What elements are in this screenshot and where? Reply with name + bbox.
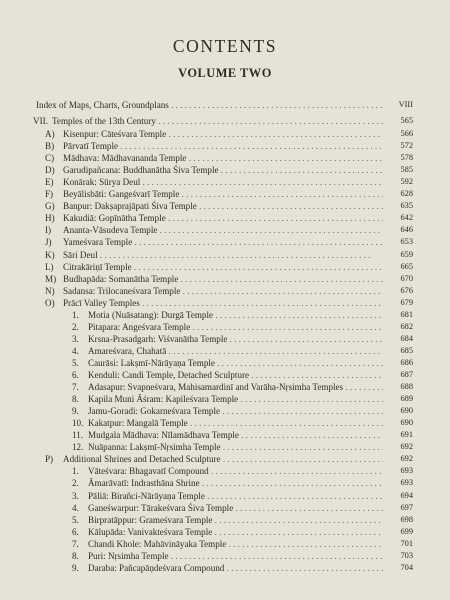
- toc-entry-number: B): [45, 141, 55, 152]
- toc-entry-section: [45, 261, 383, 273]
- toc-entry-title: Nuāpanna: Lakṣmī-Nṛsimha Temple . . .: [88, 441, 383, 453]
- toc-entry-page-number: 701: [400, 538, 413, 548]
- toc-entry-number: 4.: [72, 502, 79, 513]
- toc-entry-number: 7.: [72, 382, 79, 393]
- toc-entry-page-number: 693: [400, 466, 413, 476]
- toc-entry-title: Prācī Valley Temples . . .: [63, 297, 383, 309]
- toc-entry-page-number: 690: [400, 418, 413, 428]
- toc-entry-number: I): [45, 225, 52, 236]
- toc-entry-title: Kakatpur: Mangalā Temple . . .: [88, 417, 383, 429]
- toc-entry-item: [72, 333, 383, 345]
- toc-entry-title: Mudgala Mādhava: Nīlamādhava Temple . . .: [88, 429, 383, 441]
- toc-entry-page-number: 690: [400, 406, 413, 416]
- toc-entry-section: [45, 453, 383, 465]
- toc-entry-page-number: 635: [400, 201, 413, 211]
- toc-entry-title: Konārak: Sūrya Deul . . .: [63, 176, 383, 188]
- toc-entry-page-number: 642: [400, 213, 413, 223]
- toc-entry-number: G): [45, 201, 55, 212]
- toc-entry-item: [72, 514, 383, 526]
- toc-entry-title: Vāteśvara: Bhagavatī Compound . . .: [88, 465, 383, 477]
- toc-entry-title: Mādhava: Mādhavananda Temple . . .: [63, 152, 383, 164]
- toc-entry-title: Amareśvara, Chahatā . . .: [88, 345, 383, 357]
- toc-entry-page-number: 566: [400, 129, 413, 138]
- toc-entry-title: Garudipañcana: Buddhanātha Śiva Temple . . .: [63, 164, 383, 176]
- toc-entry-title: Kakudiā: Gopīnātha Temple . . .: [63, 212, 383, 224]
- toc-entry-number: O): [45, 297, 55, 308]
- toc-entry-title: Daraba: Pañcapāṇdeśvara Compound . . .: [88, 562, 383, 574]
- toc-entry-item: [72, 381, 383, 393]
- toc-entry-title: Birpratāppur: Grameśvara Temple . . .: [88, 514, 383, 526]
- toc-entry-page-number: 653: [400, 237, 413, 247]
- toc-entry-title: Budhapāda: Somanātha Temple . . .: [63, 273, 383, 285]
- toc-entry-number: 4.: [72, 345, 79, 356]
- toc-entry-number: 3.: [72, 490, 79, 501]
- toc-entry-page-number: 679: [400, 297, 413, 307]
- toc-entry-number: 8.: [72, 550, 79, 561]
- toc-entry-item: [72, 502, 383, 514]
- toc-entry-title: Adasapur: Svapneśvara, Mahisamardinī and Varāha-Nṛsimha Temples . . .: [88, 381, 383, 393]
- toc-entry-section: [45, 152, 383, 164]
- toc-entry-item: [72, 526, 383, 538]
- toc-entry-title: Kisenpur: Cāteśvara Temple . . .: [63, 128, 383, 140]
- toc-entry-section: [45, 176, 383, 188]
- toc-entry-page-number: 697: [400, 502, 413, 512]
- toc-entry-title: Ganeśwarpur: Tārakeśvara Śiva Temple . . .: [88, 502, 383, 514]
- toc-entry-page-number: 565: [400, 116, 413, 125]
- toc-entry-page-number: 687: [400, 370, 413, 379]
- toc-entry-item: [72, 477, 383, 489]
- toc-entry-title: Puri: Nṛsimha Temple . . .: [88, 550, 383, 562]
- toc-entry-page-number: 592: [400, 177, 413, 187]
- toc-entry-page-number: 628: [400, 189, 413, 199]
- toc-entry-item: [72, 309, 383, 321]
- toc-entry-number: 12.: [72, 442, 84, 453]
- toc-entry-title: Kālupāda: Vanivakteśvara Temple . . .: [88, 526, 383, 538]
- toc-entry-page-number: 685: [400, 345, 413, 355]
- toc-entry-number: 10.: [72, 418, 84, 429]
- toc-entry-page-number: 693: [400, 478, 413, 488]
- toc-entry-section: [45, 236, 383, 248]
- toc-entry-number: E): [45, 177, 54, 188]
- toc-entry-title: Jamu-Goradi: Gokarneśvara Temple . . .: [88, 405, 383, 417]
- toc-entry-page-number: 646: [400, 225, 413, 235]
- toc-entry-title: Additional Shrines and Detached Sculpture . . .: [63, 453, 383, 465]
- toc-entry-number: 2.: [72, 321, 79, 332]
- toc-entry-index: [36, 99, 383, 111]
- toc-entry-section: [45, 273, 383, 285]
- page-title: CONTENTS: [172, 36, 278, 56]
- toc-entry-number: 9.: [72, 562, 79, 573]
- toc-entry-title: Beyālisbāti: Gangeśvarī Temple . . .: [63, 188, 383, 200]
- toc-entry-title: Temples of the 13th Century . . .: [52, 115, 383, 127]
- toc-entry-item: [72, 550, 383, 562]
- toc-entry-number: 5.: [72, 357, 79, 368]
- toc-entry-item: [72, 393, 383, 405]
- toc-entry-number: H): [45, 213, 55, 224]
- toc-entry-page-number: 684: [400, 333, 413, 343]
- toc-entry-item: [72, 490, 383, 502]
- toc-entry-number: 7.: [72, 538, 79, 549]
- toc-entry-title: Sadansa: Trilocaneśvara Temple . . .: [63, 285, 383, 297]
- toc-entry-number: 8.: [72, 394, 79, 405]
- toc-entry-number: C): [45, 153, 55, 164]
- toc-entry-title: Index of Maps, Charts, Groundplans . . .: [36, 99, 383, 111]
- toc-entry-title: Caurāsi: Lakṣmī-Nārāyaṇa Temple . . .: [88, 357, 383, 369]
- toc-entry-page-number: 694: [400, 490, 413, 500]
- toc-entry-section: [45, 249, 383, 261]
- toc-entry-number: 3.: [72, 333, 79, 344]
- toc-entry-page-number: 670: [400, 273, 413, 283]
- toc-entry-title: Ananta-Vāsudeva Temple . . .: [63, 224, 383, 236]
- toc-entry-title: Chandi Khole: Mahāvināyaka Temple . . .: [88, 538, 383, 550]
- toc-entry-number: J): [45, 237, 52, 248]
- toc-entry-title: Kenduli: Candi Temple, Detached Sculpture . . .: [88, 369, 383, 381]
- toc-entry-number: 5.: [72, 514, 79, 525]
- toc-entry-title: Pārvatī Temple . . .: [63, 140, 383, 152]
- toc-entry-number: N): [45, 285, 55, 296]
- toc-entry-section: [45, 140, 383, 152]
- toc-entry-page-number: 585: [400, 165, 413, 175]
- toc-entry-section: [45, 224, 383, 236]
- toc-entry-title: Krsna-Prasadgarh: Viśvanātha Temple . . .: [88, 333, 383, 345]
- toc-entry-section: [45, 285, 383, 297]
- toc-entry-number: F): [45, 189, 54, 200]
- toc-entry-page-number: 681: [400, 309, 413, 319]
- toc-entry-number: VII.: [33, 116, 48, 126]
- toc-entry-item: [72, 465, 383, 477]
- toc-entry-title: Pāliā: Birañci-Nārāyaṇa Temple . . .: [88, 490, 383, 502]
- toc-entry-page-number: 692: [400, 442, 413, 452]
- toc-entry-page-number: 572: [400, 141, 413, 151]
- toc-entry-page-number: 698: [400, 514, 413, 524]
- toc-entry-section: [45, 297, 383, 309]
- toc-entry-page-number: 686: [400, 357, 413, 367]
- toc-entry-page-number: 682: [400, 321, 413, 331]
- toc-entry-title: Yameśvara Temple . . .: [63, 236, 383, 248]
- toc-entry-item: [72, 562, 383, 574]
- toc-entry-item: [72, 417, 383, 429]
- toc-entry-page-number: 691: [400, 430, 413, 440]
- toc-entry-page-number: 703: [400, 550, 413, 560]
- toc-entry-title: Āmarāvatī: Indrasthāna Shrine . . .: [88, 477, 383, 489]
- toc-entry-section: [45, 212, 383, 224]
- toc-entry-number: 1.: [72, 309, 79, 320]
- toc-entry-title: Sāri Deul . . .: [63, 249, 370, 261]
- toc-entry-section: [45, 188, 383, 200]
- toc-entry-chapter: [33, 115, 383, 127]
- toc-entry-page-number: 665: [400, 261, 413, 271]
- toc-entry-number: 2.: [72, 478, 79, 489]
- toc-entry-number: 11.: [72, 430, 84, 441]
- toc-entry-page-number: 699: [400, 526, 413, 536]
- toc-entry-number: K): [45, 249, 55, 260]
- toc-entry-number: M): [45, 273, 57, 284]
- toc-entry-item: [72, 357, 383, 369]
- toc-entry-title: Citrakāriṇī Temple . . .: [63, 261, 383, 273]
- toc-entry-page-number: 676: [400, 285, 413, 295]
- toc-entry-page-number: 688: [400, 382, 413, 392]
- volume-subtitle: VOLUME TWO: [178, 66, 272, 80]
- toc-entry-item: [72, 345, 383, 357]
- toc-entry-title: Banpur: Dakṣaprajāpati Śiva Temple . . .: [63, 200, 383, 212]
- toc-entry-item: [72, 538, 383, 550]
- toc-entry-page-number: 704: [400, 562, 413, 572]
- toc-entry-number: A): [45, 129, 55, 139]
- toc-entry-page-number: 692: [400, 454, 413, 464]
- toc-entry-item: [72, 369, 383, 381]
- toc-entry-section: [45, 164, 383, 176]
- toc-entry-page-number: VIII: [398, 100, 413, 109]
- toc-entry-number: 6.: [72, 370, 79, 380]
- toc-entry-page-number: 578: [400, 153, 413, 163]
- toc-entry-title: Pitapara: Angeśvara Temple . . .: [88, 321, 383, 333]
- toc-entry-page-number: 659: [400, 249, 413, 259]
- toc-entry-number: D): [45, 165, 55, 176]
- toc-entry-item: [72, 321, 383, 333]
- toc-entry-item: [72, 441, 383, 453]
- toc-entry-number: L): [45, 261, 54, 272]
- toc-entry-number: P): [45, 454, 54, 465]
- toc-entry-number: 9.: [72, 406, 79, 417]
- toc-entry-item: [72, 405, 383, 417]
- toc-entry-title: Kapila Muni Āśram: Kapileśvara Temple . . .: [88, 393, 383, 405]
- toc-entry-title: Motia (Nuāsatang): Durgā Temple . . .: [88, 309, 383, 321]
- toc-entry-section: [45, 128, 383, 140]
- toc-entry-page-number: 689: [400, 394, 413, 404]
- toc-entry-item: [72, 429, 383, 441]
- toc-entry-number: 1.: [72, 466, 79, 477]
- toc-entry-section: [45, 200, 383, 212]
- toc-entry-number: 6.: [72, 526, 79, 537]
